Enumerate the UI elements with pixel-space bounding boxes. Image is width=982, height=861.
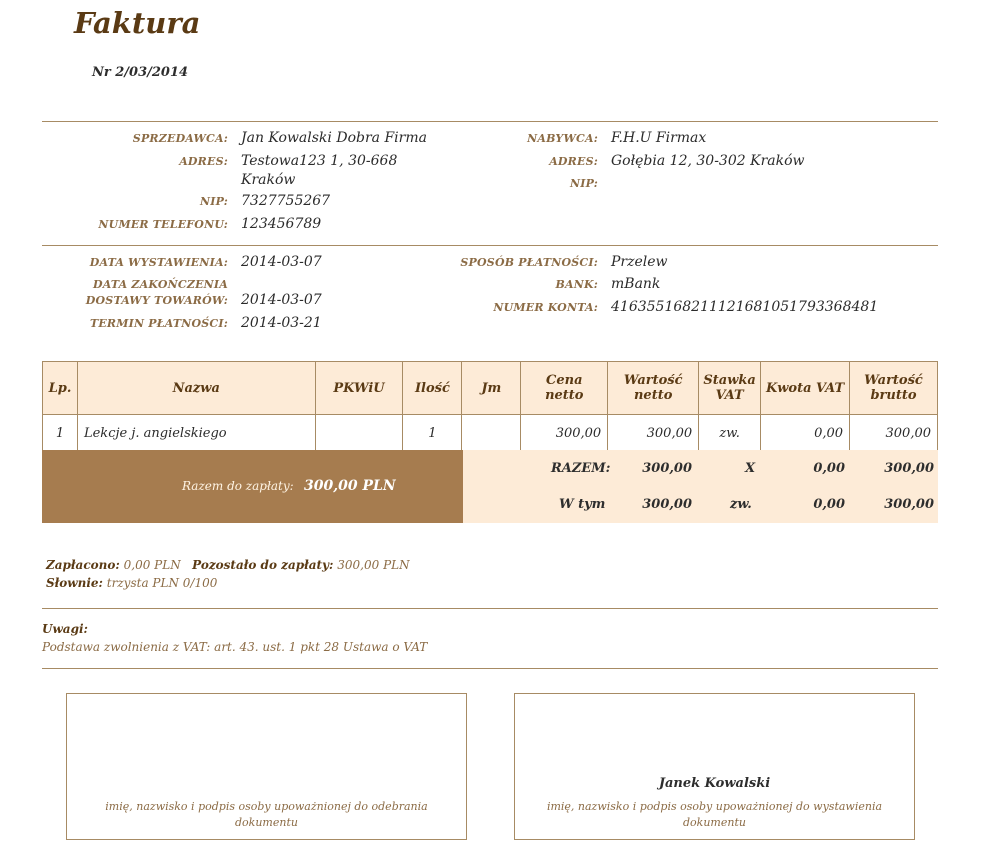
incl-gross: 300,00 bbox=[884, 497, 934, 512]
paid-value: 0,00 PLN bbox=[123, 558, 181, 572]
issuer-name: Janek Kowalski bbox=[658, 776, 771, 791]
bank-name: mBank bbox=[611, 276, 661, 292]
words-value: trzysta PLN 0/100 bbox=[106, 576, 218, 590]
receiver-caption: imię, nazwisko i podpis osoby upoważnionej do odebrania dokumentu bbox=[105, 800, 428, 829]
totals-box bbox=[463, 450, 938, 523]
col-unit: Jm bbox=[462, 362, 521, 415]
seller-phone: 123456789 bbox=[241, 216, 322, 232]
buyer-name: F.H.U Firmax bbox=[611, 130, 707, 146]
receiver-signature-box bbox=[66, 693, 467, 840]
notes-text: Podstawa zwolnienia z VAT: art. 43. ust. 1 pkt 28 Ustawa o VAT bbox=[42, 640, 428, 654]
incl-net: 300,00 bbox=[642, 497, 692, 512]
seller-address-line1: Testowa123 1, 30-668 bbox=[241, 153, 398, 169]
account-label: NUMER KONTA: bbox=[493, 301, 598, 314]
amount-due-label: Razem do zapłaty: bbox=[182, 479, 294, 493]
remaining-value: 300,00 PLN bbox=[337, 558, 410, 572]
divider bbox=[42, 121, 938, 122]
cell-pkwiu bbox=[315, 415, 403, 452]
divider bbox=[42, 245, 938, 246]
table-row bbox=[43, 415, 938, 452]
remaining-label: Pozostało do zapłaty: bbox=[192, 558, 334, 572]
items-table bbox=[42, 361, 938, 452]
col-vat-amount: Kwota VAT bbox=[761, 362, 850, 415]
cell-unit bbox=[462, 415, 521, 452]
buyer-nip-label: NIP: bbox=[570, 177, 598, 190]
cell-net-price: 300,00 bbox=[521, 415, 608, 452]
col-name: Nazwa bbox=[77, 362, 315, 415]
due-date-label: TERMIN PŁATNOŚCI: bbox=[89, 317, 228, 330]
col-gross-value: Wartość brutto bbox=[850, 362, 938, 415]
total-label: RAZEM: bbox=[551, 461, 611, 476]
incl-label: W tym bbox=[559, 497, 606, 512]
payment-method: Przelew bbox=[611, 254, 668, 270]
seller-address-label: ADRES: bbox=[179, 155, 228, 168]
buyer-address: Gołębia 12, 30-302 Kraków bbox=[611, 153, 805, 169]
col-pkwiu: PKWiU bbox=[315, 362, 403, 415]
seller-nip: 7327755267 bbox=[241, 193, 331, 209]
notes-label: Uwagi: bbox=[42, 622, 88, 636]
table-header-row bbox=[43, 362, 938, 415]
issuer-signature-box bbox=[514, 693, 915, 840]
col-lp: Lp. bbox=[43, 362, 78, 415]
delivery-date: 2014-03-07 bbox=[241, 292, 322, 308]
delivery-date-label-1: DATA ZAKOŃCZENIA bbox=[93, 278, 228, 291]
seller-name: Jan Kowalski Dobra Firma bbox=[241, 130, 427, 146]
seller-address-line2: Kraków bbox=[241, 172, 296, 188]
seller-nip-label: NIP: bbox=[200, 195, 228, 208]
total-net: 300,00 bbox=[642, 461, 692, 476]
issuer-caption: imię, nazwisko i podpis osoby upoważnionej do wystawienia dokumentu bbox=[546, 800, 883, 829]
divider bbox=[42, 608, 938, 609]
divider bbox=[42, 668, 938, 669]
invoice-number: Nr 2/03/2014 bbox=[92, 65, 189, 80]
issue-date-label: DATA WYSTAWIENIA: bbox=[89, 256, 228, 269]
delivery-date-label-2: DOSTAWY TOWARÓW: bbox=[85, 294, 228, 307]
words-label: Słownie: bbox=[46, 576, 103, 590]
total-rate: X bbox=[745, 461, 756, 476]
bank-label: BANK: bbox=[555, 278, 598, 291]
amount-due-value: 300,00 PLN bbox=[304, 478, 396, 494]
cell-gross-value: 300,00 bbox=[850, 415, 938, 452]
seller-label: SPRZEDAWCA: bbox=[132, 132, 228, 145]
cell-vat-amount: 0,00 bbox=[761, 415, 850, 452]
account-number: 41635516821112168105179336848​1 bbox=[611, 299, 879, 315]
total-vat: 0,00 bbox=[813, 461, 845, 476]
cell-lp: 1 bbox=[43, 415, 78, 452]
buyer-label: NABYWCA: bbox=[527, 132, 598, 145]
amount-in-words bbox=[46, 576, 217, 590]
incl-vat: 0,00 bbox=[813, 497, 845, 512]
seller-phone-label: NUMER TELEFONU: bbox=[98, 218, 228, 231]
col-vat-rate: Stawka VAT bbox=[699, 362, 761, 415]
amount-due-box bbox=[42, 450, 463, 523]
cell-net-value: 300,00 bbox=[608, 415, 699, 452]
col-net-price: Cena netto bbox=[521, 362, 608, 415]
paid-label: Zapłacono: bbox=[46, 558, 120, 572]
cell-name: Lekcje j. angielskiego bbox=[77, 415, 315, 452]
total-gross: 300,00 bbox=[884, 461, 934, 476]
payment-status bbox=[46, 558, 410, 572]
cell-vat-rate: zw. bbox=[699, 415, 761, 452]
cell-qty: 1 bbox=[403, 415, 462, 452]
buyer-address-label: ADRES: bbox=[549, 155, 598, 168]
document-title: Faktura bbox=[74, 6, 201, 40]
issue-date: 2014-03-07 bbox=[241, 254, 322, 270]
col-net-value: Wartość netto bbox=[608, 362, 699, 415]
payment-method-label: SPOSÓB PŁATNOŚCI: bbox=[460, 256, 598, 269]
incl-rate: zw. bbox=[730, 497, 752, 512]
due-date: 2014-03-21 bbox=[241, 315, 322, 331]
col-qty: Ilość bbox=[403, 362, 462, 415]
